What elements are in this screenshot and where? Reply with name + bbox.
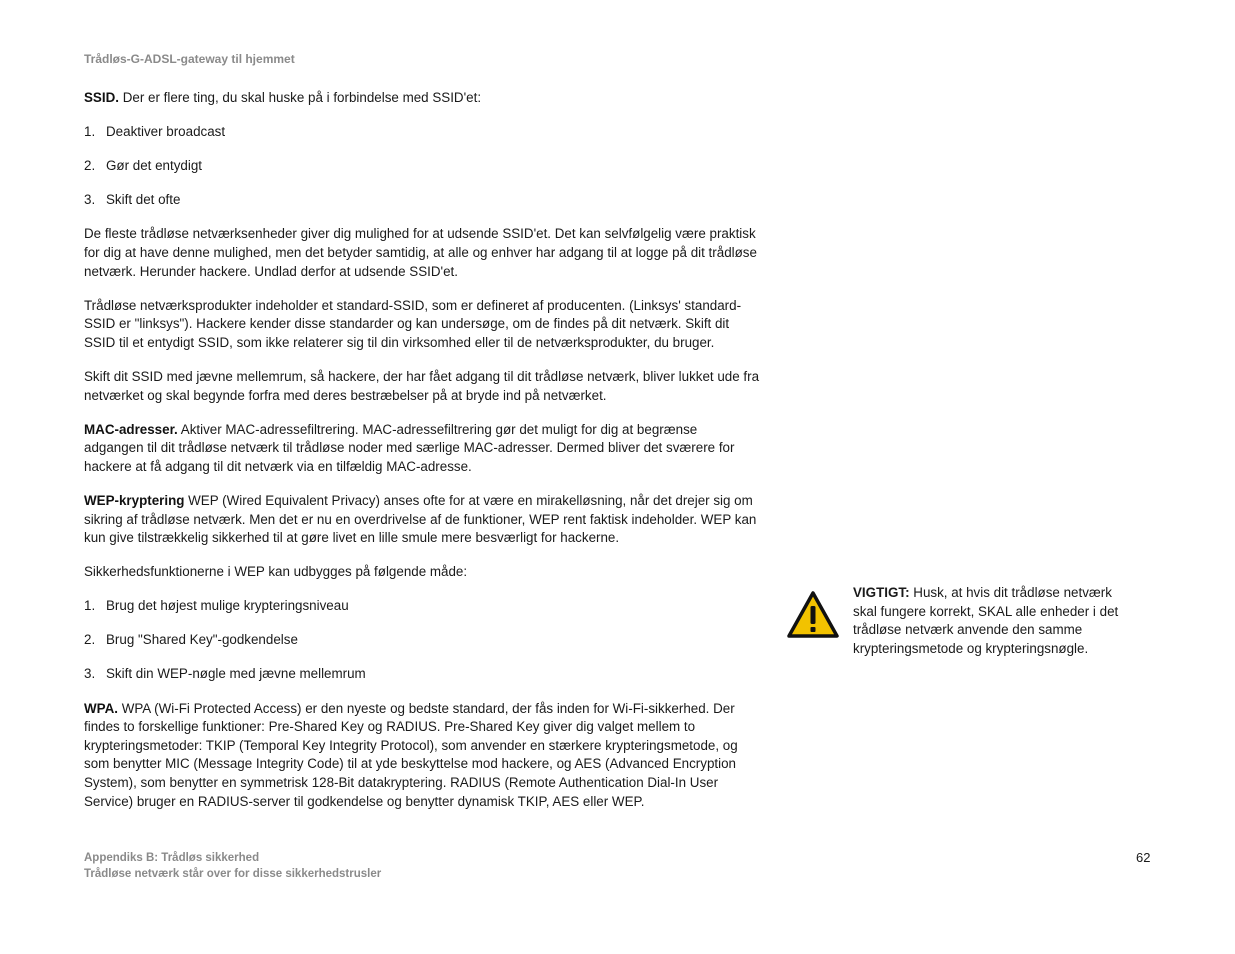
ssid-paragraph: Skift dit SSID med jævne mellemrum, så hackere, der har fået adgang til dit trådløse netværk, bliver lukket ude fra netværket og skal begynde forfra med deres bestræbelser på at bryde ind på netværket. bbox=[84, 368, 760, 403]
wep-intro: Sikkerhedsfunktionerne i WEP kan udbygges på følgende måde: bbox=[84, 564, 468, 580]
footer-section: Trådløse netværk står over for disse sikkerhedstrusler bbox=[84, 868, 382, 880]
running-header: Trådløs-G-ADSL-gateway til hjemmet bbox=[84, 52, 295, 66]
ssid-paragraph: De fleste trådløse netværksenheder giver dig mulighed for at udsende SSID'et. Det kan selvfølgelig være praktisk for dig at have denne mulighed, men det betyder samtidig, at alle og enhver har adgang til at logge på dit trådløse netværk. Herunder hackere. Undlad derfor at udsende SSID'et. bbox=[84, 226, 757, 279]
list-item: 1. Brug det højest mulige krypteringsniveau bbox=[84, 598, 349, 614]
wep-label: WEP-kryptering bbox=[84, 492, 185, 508]
list-item: 1. Deaktiver broadcast bbox=[84, 124, 226, 140]
page-number: 62 bbox=[1136, 850, 1151, 865]
mac-paragraph: MAC-adresser. Aktiver MAC-adressefiltrering. MAC-adressefiltrering gør det muligt for dig at begrænse adgangen til dit trådløse netværk til trådløse noder med særlige MAC-adresser. Dermed bliver det sværere for hackere at få adgang til dit netværk via en tilfældig MAC-adresse. bbox=[84, 421, 735, 474]
list-item: 3. Skift det ofte bbox=[84, 192, 181, 208]
note-text: VIGTIGT: Husk, at hvis dit trådløse netværk skal fungere korrekt, SKAL alle enheder i det trådløse netværk anvende den samme krypteringsmetode og krypteringsnøgle. bbox=[853, 585, 1119, 656]
list-item: 3. Skift din WEP-nøgle med jævne mellemrum bbox=[84, 666, 366, 682]
ssid-intro: SSID. Der er flere ting, du skal huske på i forbindelse med SSID'et: bbox=[84, 90, 482, 105]
ssid-paragraph: Trådløse netværksprodukter indeholder et standard-SSID, som er defineret af producenten. (Linksys' standard-SSID er "linksys"). Hackere kender disse standarder og kan undersøge, om de findes på dit netværk. Skift dit SSID til et entydigt SSID, som ikke relaterer sig til din virksomhed eller til de netværksprodukter, du bruger. bbox=[84, 297, 742, 350]
page-footer bbox=[84, 850, 381, 882]
list-item: 2. Gør det entydigt bbox=[84, 158, 203, 174]
wpa-label: WPA. bbox=[84, 700, 118, 716]
footer-chapter: Appendiks B: Trådløs sikkerhed bbox=[84, 852, 260, 864]
list-item: 2. Brug "Shared Key"-godkendelse bbox=[84, 632, 298, 648]
ssid-label: SSID. bbox=[84, 90, 119, 105]
wep-paragraph: WEP-kryptering WEP (Wired Equivalent Privacy) anses ofte for at være en mirakelløsning, når det drejer sig om sikring af trådløse netværk. Men det er nu en overdrivelse af de funktioner, WEP rent faktisk indeholder. WEP kan kun give tilstrækkelig sikkerhed til at gøre livet en lille smule mere besværligt for hackerne. bbox=[84, 492, 757, 546]
main-content bbox=[84, 89, 760, 827]
warning-icon bbox=[786, 590, 840, 640]
wpa-paragraph: WPA. WPA (Wi-Fi Protected Access) er den nyeste og bedste standard, der fås inden for Wi-Fi-sikkerhed. Der findes to forskellige funktioner: Pre-Shared Key og RADIUS. Pre-Shared Key giver dig valget mellem to krypteringsmetoder: TKIP (Temporal Key Integrity Protocol), som anvender en stærkere krypteringsmetode, og som benytter MIC (Message Integrity Code) til at yde beskyttelse mod hackere, og AES (Advanced Encryption System), som benytter en symmetrisk 128-Bit datakryptering. RADIUS (Remote Authentication Dial-In User Service) bruger en RADIUS-server til godkendelse og benytter dynamisk TKIP, AES eller WEP. bbox=[84, 700, 738, 809]
mac-label: MAC-adresser. bbox=[84, 421, 178, 437]
note-label: VIGTIGT: bbox=[853, 585, 910, 600]
